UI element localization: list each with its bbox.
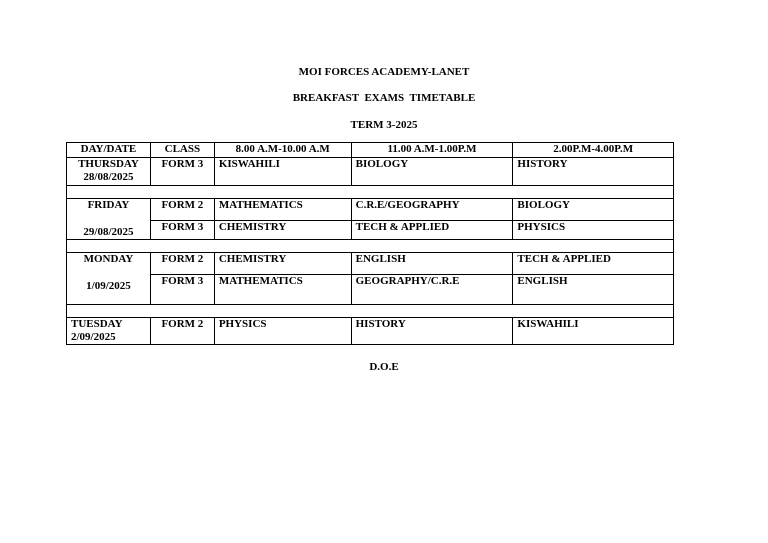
table-row bbox=[67, 253, 674, 275]
day-name: THURSDAY bbox=[78, 158, 139, 170]
day-name: FRIDAY bbox=[87, 199, 130, 211]
session-3-cell: ENGLISH bbox=[513, 275, 674, 305]
document-title: BREAKFAST EXAMS TIMETABLE bbox=[292, 92, 476, 104]
session-3-cell: TECH & APPLIED bbox=[513, 253, 674, 275]
spacer-row bbox=[67, 305, 674, 318]
col-header-class: CLASS bbox=[150, 143, 214, 158]
day-date: 2/09/2025 bbox=[71, 331, 116, 343]
col-header-session-1: 8.00 A.M-10.00 A.M bbox=[214, 143, 351, 158]
term-label: TERM 3-2025 bbox=[350, 119, 418, 131]
day-cell-thursday bbox=[67, 158, 151, 186]
class-cell: FORM 2 bbox=[150, 318, 214, 345]
table-row bbox=[67, 221, 674, 240]
session-1-cell: MATHEMATICS bbox=[214, 199, 351, 221]
doe-signature: D.O.E bbox=[369, 361, 399, 373]
col-header-session-2: 11.00 A.M-1.00P.M bbox=[351, 143, 513, 158]
session-1-cell: MATHEMATICS bbox=[214, 275, 351, 305]
col-header-session-3: 2.00P.M-4.00P.M bbox=[513, 143, 674, 158]
table-header-row bbox=[67, 143, 674, 158]
session-2-cell: TECH & APPLIED bbox=[351, 221, 513, 240]
session-2-cell: ENGLISH bbox=[351, 253, 513, 275]
spacer-cell bbox=[67, 186, 674, 199]
day-date: 1/09/2025 bbox=[86, 280, 131, 292]
class-cell: FORM 3 bbox=[150, 221, 214, 240]
spacer-row bbox=[67, 240, 674, 253]
spacer-cell bbox=[67, 305, 674, 318]
day-cell-monday bbox=[67, 253, 151, 305]
day-name: MONDAY bbox=[83, 253, 134, 265]
session-1-cell: CHEMISTRY bbox=[214, 253, 351, 275]
session-3-cell: BIOLOGY bbox=[513, 199, 674, 221]
class-cell: FORM 2 bbox=[150, 253, 214, 275]
class-cell: FORM 3 bbox=[150, 158, 214, 186]
session-2-cell: C.R.E/GEOGRAPHY bbox=[351, 199, 513, 221]
table-row bbox=[67, 318, 674, 345]
class-cell: FORM 2 bbox=[150, 199, 214, 221]
session-2-cell: GEOGRAPHY/C.R.E bbox=[351, 275, 513, 305]
class-cell: FORM 3 bbox=[150, 275, 214, 305]
session-1-cell: KISWAHILI bbox=[214, 158, 351, 186]
day-name: TUESDAY bbox=[71, 318, 123, 330]
table-row bbox=[67, 158, 674, 186]
session-2-cell: BIOLOGY bbox=[351, 158, 513, 186]
session-3-cell: PHYSICS bbox=[513, 221, 674, 240]
spacer-row bbox=[67, 186, 674, 199]
col-header-day-date: DAY/DATE bbox=[67, 143, 151, 158]
session-3-cell: KISWAHILI bbox=[513, 318, 674, 345]
spacer-cell bbox=[67, 240, 674, 253]
day-date: 29/08/2025 bbox=[83, 226, 134, 238]
school-name: MOI FORCES ACADEMY-LANET bbox=[298, 66, 470, 78]
session-1-cell: PHYSICS bbox=[214, 318, 351, 345]
day-cell-tuesday bbox=[67, 318, 151, 345]
day-date: 28/08/2025 bbox=[83, 171, 134, 183]
session-2-cell: HISTORY bbox=[351, 318, 513, 345]
exam-timetable bbox=[66, 142, 674, 345]
table-row bbox=[67, 275, 674, 305]
day-cell-friday bbox=[67, 199, 151, 240]
session-1-cell: CHEMISTRY bbox=[214, 221, 351, 240]
table-row bbox=[67, 199, 674, 221]
session-3-cell: HISTORY bbox=[513, 158, 674, 186]
